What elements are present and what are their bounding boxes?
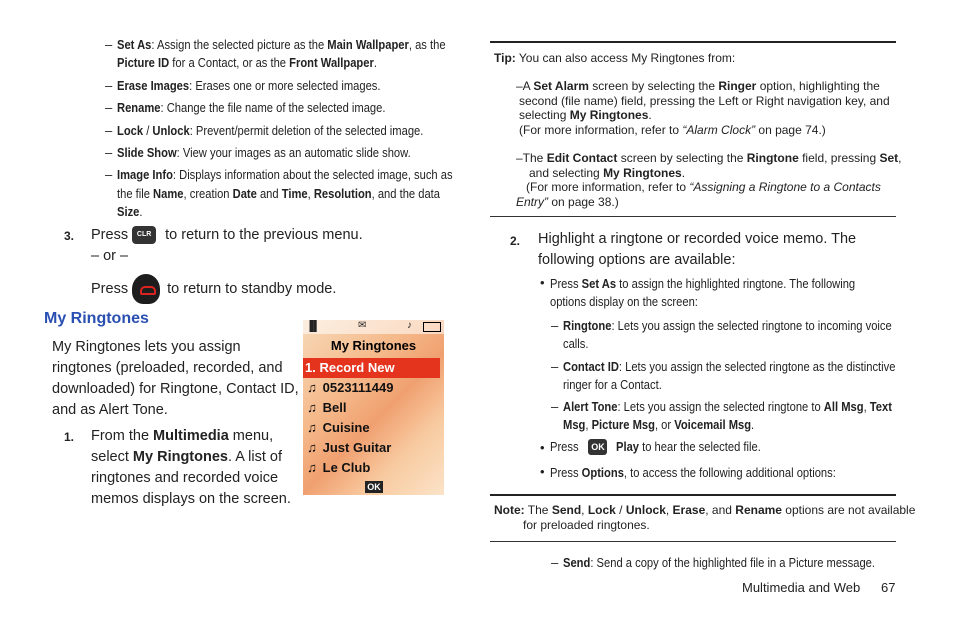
page-number: 67 — [881, 580, 896, 595]
option-send: Send: Send a copy of the highlighted file in a Picture message. — [563, 555, 875, 570]
step3-line1: Press CLR to return to the previous menu. — [91, 227, 363, 243]
clr-key-icon: CLR — [132, 226, 156, 244]
music-note-icon: ♫ — [307, 380, 317, 395]
phone-title: My Ringtones — [330, 338, 417, 353]
music-note-icon: ♫ — [307, 460, 317, 475]
bullet-slide-show: Slide Show: View your images as an automatic slide show. — [117, 145, 411, 160]
ok-key-icon: OK — [588, 439, 607, 455]
option-ringtone-cont: calls. — [563, 336, 589, 351]
bullet-image-info: Image Info: Displays information about the selected image, such as — [117, 167, 453, 182]
tip-box: Tip: You can also access My Ringtones from: — [494, 51, 736, 65]
music-note-icon: ♫ — [307, 420, 317, 435]
bullet-dot: • — [540, 464, 545, 479]
step-number: 3. — [64, 229, 75, 243]
phone-screen — [303, 320, 444, 495]
option-contact-id-cont: ringer for a Contact. — [563, 377, 662, 392]
ringtone-item[interactable]: ♫ Bell — [305, 400, 346, 415]
bullet-set-as-cont: Picture ID for a Contact, or as the Front Wallpaper. — [117, 55, 377, 70]
ringtone-item[interactable]: ♫ Le Club — [305, 460, 370, 475]
bullet-play: Press OK Play to hear the selected file. — [550, 439, 761, 454]
ringtone-item[interactable]: ♫ Cuisine — [305, 420, 370, 435]
ringtone-item[interactable]: ♫ 0523111449 — [305, 380, 394, 395]
status-bar — [303, 320, 444, 334]
option-alert-tone: Alert Tone: Lets you assign the selected ringtone to All Msg, Text — [563, 399, 892, 414]
option-contact-id: Contact ID: Lets you assign the selected ringtone as the distinctive — [563, 359, 896, 374]
step-number: 2. — [510, 234, 521, 248]
section-intro: My Ringtones lets you assign ringtones (preloaded, recorded, and downloaded) for Ringtone, Contact ID, and as Alert Tone. — [52, 339, 299, 418]
step3-or: – or – — [91, 248, 129, 264]
tip-top-rule — [490, 41, 896, 43]
ringtone-item[interactable]: ♫ Just Guitar — [305, 440, 391, 455]
dash: – — [105, 145, 113, 160]
ok-softkey[interactable]: OK — [365, 481, 383, 493]
bullet-set-as-ringtone: Press Set As to assign the highlighted ringtone. The following — [550, 276, 856, 291]
dash: – — [551, 399, 559, 414]
dash: – — [551, 555, 559, 570]
section-title: My Ringtones — [44, 310, 149, 327]
bullet-set-as: Set As: Assign the selected picture as the Main Wallpaper, as the — [117, 37, 446, 52]
footer-section: Multimedia and Web — [742, 580, 861, 595]
note-box: Note: The Send, Lock / Unlock, Erase, and Rename options are not available for preloaded ringtones. — [494, 503, 916, 532]
tip-bottom-rule — [490, 216, 896, 217]
dash: – — [105, 167, 113, 182]
step3-line2: Press to return to standby mode. — [91, 274, 336, 304]
music-icon: ♪ — [407, 320, 412, 331]
step-number: 1. — [64, 430, 75, 444]
music-note-icon: ♫ — [307, 400, 317, 415]
note-top-rule — [490, 494, 896, 496]
option-alert-tone-cont: Msg, Picture Msg, or Voicemail Msg. — [563, 417, 755, 432]
bullet-options: Press Options, to access the following additional options: — [550, 465, 836, 480]
end-key-icon — [132, 274, 160, 304]
signal-icon: ▐▌ — [306, 321, 321, 332]
dash: – — [551, 318, 559, 333]
tip-item-contact: –The Edit Contact screen by selecting the Ringtone field, pressing Set, and selecting My Ringtones. (For more information, refer to “Assigning a Ringtone to a Contacts Entry” on page 38.) — [516, 151, 902, 209]
bullet-set-as-ringtone-cont: options display on the screen: — [550, 294, 698, 309]
bullet-lock-unlock: Lock / Unlock: Prevent/permit deletion of the selected image. — [117, 123, 424, 138]
bullet-dot: • — [540, 275, 545, 290]
bullet-rename: Rename: Change the file name of the selected image. — [117, 100, 386, 115]
bullet-image-info-cont2: Size. — [117, 204, 143, 219]
ringtone-item[interactable]: 1. Record New — [305, 360, 395, 375]
dash: – — [105, 37, 113, 52]
note-bottom-rule — [490, 541, 896, 542]
dash: – — [105, 100, 113, 115]
option-ringtone: Ringtone: Lets you assign the selected ringtone to incoming voice — [563, 318, 892, 333]
step2-text: Highlight a ringtone or recorded voice memo. The following options are available: — [538, 231, 857, 268]
bullet-erase-images: Erase Images: Erases one or more selected images. — [117, 78, 381, 93]
bullet-dot: • — [540, 440, 545, 455]
bullet-image-info-cont: the file Name, creation Date and Time, Resolution, and the data — [117, 186, 440, 201]
step1-text: From the Multimedia menu, select My Ringtones. A list of ringtones and recorded voice memos displays on the screen. — [91, 428, 291, 507]
music-note-icon: ♫ — [307, 440, 317, 455]
message-icon: ✉ — [358, 320, 367, 331]
dash: – — [105, 78, 113, 93]
dash: – — [105, 123, 113, 138]
dash: – — [551, 359, 559, 374]
battery-icon — [423, 322, 441, 332]
tip-item-alarm: –A Set Alarm screen by selecting the Ringer option, highlighting the second (file name) field, pressing the Left or Right navigation key, and selecting My Ringtones. (For more information, refer to “Alarm Clock” on page 74.) — [516, 79, 890, 137]
